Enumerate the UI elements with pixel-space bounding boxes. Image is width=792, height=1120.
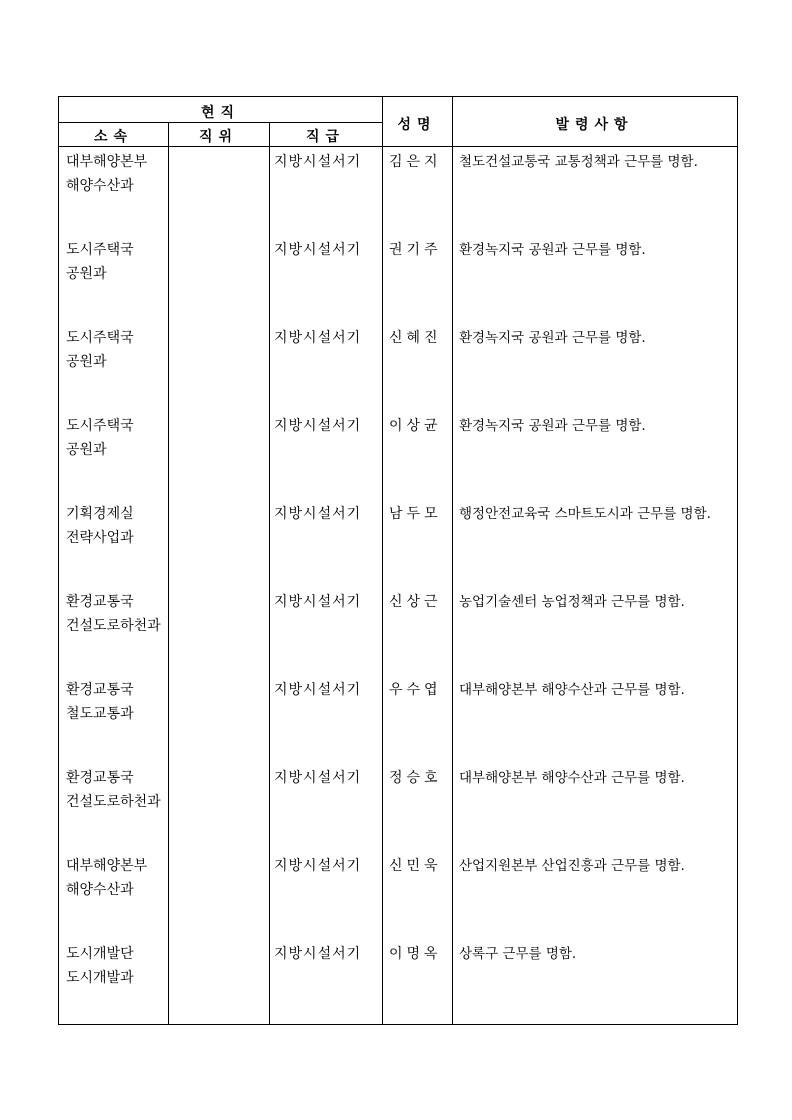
row-name: 이상균 <box>389 418 442 434</box>
row-name: 신상근 <box>389 594 442 610</box>
department-line-1: 기획경제실 <box>66 506 134 522</box>
department-line-2: 해양수산과 <box>66 882 134 898</box>
department-line-1: 환경교통국 <box>66 682 134 698</box>
row-name: 신민욱 <box>389 858 442 874</box>
header-grade: 직급 <box>305 129 346 145</box>
row-name: 우수엽 <box>389 682 442 698</box>
row-department <box>66 238 166 286</box>
department-line-1: 도시주택국 <box>66 418 134 434</box>
row-assignment: 행정안전교육국 스마트도시과 근무를 명함. <box>459 506 711 522</box>
department-line-2: 공원과 <box>66 442 107 458</box>
header-department: 소속 <box>93 129 134 145</box>
row-grade: 지방시설서기 <box>274 946 362 962</box>
header-current-position: 현직 <box>200 105 241 121</box>
row-assignment: 대부해양본부 해양수산과 근무를 명함. <box>459 682 685 698</box>
department-line-2: 전략사업과 <box>66 530 134 546</box>
row-grade: 지방시설서기 <box>274 594 362 610</box>
row-department <box>66 766 166 814</box>
department-line-2: 해양수산과 <box>66 178 134 194</box>
row-department <box>66 150 166 198</box>
column-divider <box>269 123 270 1024</box>
personnel-order-table <box>58 96 738 1025</box>
row-grade: 지방시설서기 <box>274 682 362 698</box>
column-divider <box>452 97 453 1024</box>
column-divider <box>382 97 383 1024</box>
row-department <box>66 414 166 462</box>
row-grade: 지방시설서기 <box>274 858 362 874</box>
department-line-2: 건설도로하천과 <box>66 618 161 634</box>
department-line-1: 대부해양본부 <box>66 154 148 170</box>
department-line-1: 대부해양본부 <box>66 858 148 874</box>
row-department <box>66 942 166 990</box>
row-name: 권기주 <box>389 242 442 258</box>
department-line-1: 도시주택국 <box>66 242 134 258</box>
row-grade: 지방시설서기 <box>274 242 362 258</box>
row-name: 신혜진 <box>389 330 442 346</box>
header-name: 성명 <box>397 117 437 133</box>
row-assignment: 철도건설교통국 교통정책과 근무를 명함. <box>459 154 698 170</box>
department-line-2: 공원과 <box>66 266 107 282</box>
row-assignment: 산업지원본부 산업진흥과 근무를 명함. <box>459 858 685 874</box>
row-name: 김은지 <box>389 154 442 170</box>
department-line-1: 도시주택국 <box>66 330 134 346</box>
row-name: 이명옥 <box>389 946 442 962</box>
row-grade: 지방시설서기 <box>274 154 362 170</box>
row-grade: 지방시설서기 <box>274 506 362 522</box>
row-name: 남두모 <box>389 506 442 522</box>
department-line-2: 공원과 <box>66 354 107 370</box>
column-divider <box>168 123 169 1024</box>
department-line-2: 철도교통과 <box>66 706 134 722</box>
row-department <box>66 678 166 726</box>
row-name: 정승호 <box>389 770 442 786</box>
row-department <box>66 590 166 638</box>
row-assignment: 농업기술센터 농업정책과 근무를 명함. <box>459 594 685 610</box>
department-line-1: 도시개발단 <box>66 946 134 962</box>
row-assignment: 대부해양본부 해양수산과 근무를 명함. <box>459 770 685 786</box>
row-grade: 지방시설서기 <box>274 770 362 786</box>
department-line-1: 환경교통국 <box>66 770 134 786</box>
department-line-1: 환경교통국 <box>66 594 134 610</box>
department-line-2: 도시개발과 <box>66 970 134 986</box>
row-assignment: 환경녹지국 공원과 근무를 명함. <box>459 330 646 346</box>
row-department <box>66 854 166 902</box>
row-grade: 지방시설서기 <box>274 418 362 434</box>
row-assignment: 환경녹지국 공원과 근무를 명함. <box>459 242 646 258</box>
row-grade: 지방시설서기 <box>274 330 362 346</box>
row-assignment: 환경녹지국 공원과 근무를 명함. <box>459 418 646 434</box>
header-bottom-border <box>59 146 737 147</box>
row-department <box>66 502 166 550</box>
header-title: 직위 <box>198 129 239 145</box>
header-divider <box>59 122 382 123</box>
row-assignment: 상록구 근무를 명함. <box>459 946 577 962</box>
department-line-2: 건설도로하천과 <box>66 794 161 810</box>
header-assignment: 발령사항 <box>555 117 634 133</box>
row-department <box>66 326 166 374</box>
